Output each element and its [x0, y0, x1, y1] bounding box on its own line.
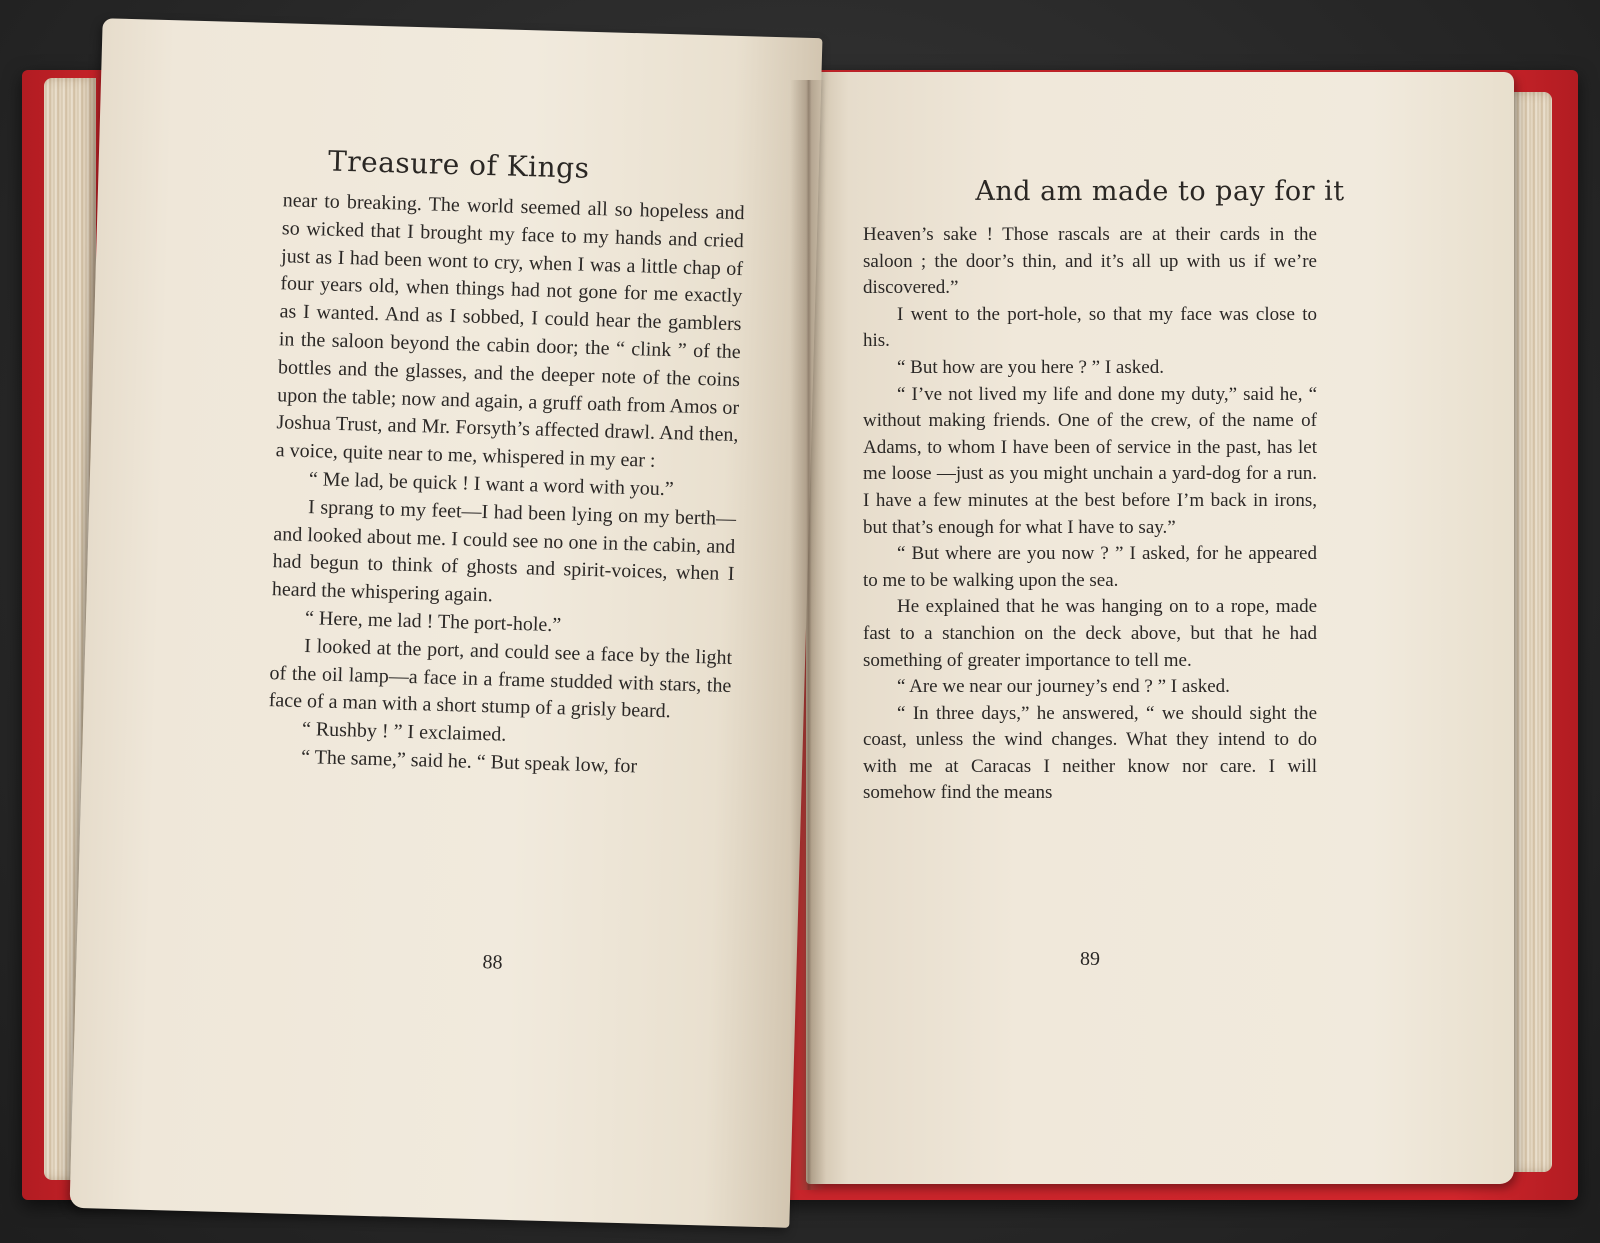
paragraph: Heaven’s sake ! Those rascals are at their cards in the saloon ; the door’s thin, and it’s all up with us if we’re discovered.” — [863, 224, 1317, 299]
paragraph: “ But where are you now ? ” I asked, for he appeared to me to be walking upon the sea. — [863, 543, 1317, 591]
paragraph: near to breaking. The world seemed all so hopeless and so wicked that I brought my face to my hands and cried just as I had been wont to cry, when I was a little chap of four years old, when things had not gone for me exactly as I wanted. And as I sobbed, I could hear the gamblers in the saloon beyond the cabin door; the “ clink ” of the bottles and the glasses, and the deeper note of the coins upon the table; now and again, a gruff oath from Amos or Joshua Trust, and Mr. Forsyth’s affected drawl. And then, a voice, quite near to me, whispered in my ear : — [275, 189, 745, 472]
paragraph: “ Are we near our journey’s end ? ” I asked. — [897, 676, 1230, 698]
paragraph: “ In three days,” he answered, “ we should sight the coast, unless the wind changes. What they intend to do with me at Caracas I neither know nor care. I will somehow find the means — [863, 702, 1317, 804]
right-running-head: And am made to pay for it — [975, 176, 1345, 207]
left-running-head: Treasure of Kings — [327, 144, 590, 185]
paragraph: “ Here, me lad ! The port-hole.” — [304, 607, 562, 637]
right-page-text — [863, 222, 1317, 807]
left-page-text — [267, 187, 745, 783]
book-gutter-shadow — [790, 80, 826, 1190]
paragraph: “ But how are you here ? ” I asked. — [897, 356, 1164, 378]
paragraph: I went to the port-hole, so that my face was close to his. — [863, 303, 1317, 352]
paragraph: “ Rushby ! ” I exclaimed. — [301, 718, 507, 746]
right-page-number: 89 — [1080, 948, 1100, 970]
left-page-number: 88 — [482, 951, 503, 974]
paragraph: “ The same,” said he. “ But speak low, for — [300, 745, 638, 778]
paragraph: “ I’ve not lived my life and done my duty,” said he, “ without making friends. One of the crew, of the name of Adams, to whom I have been of service in the past, has let me loose —just as you might unchain a yard-dog for a run. I have a few minutes at the best before I’m back in irons, but that’s enough for what I have to say.” — [863, 383, 1317, 538]
paragraph: He explained that he was hanging on to a rope, made fast to a stanchion on the deck above, but that he had something of greater importance to tell me. — [863, 596, 1317, 671]
right-page — [806, 72, 1514, 1184]
paragraph: “ Me lad, be quick ! I want a word with you.” — [308, 468, 675, 501]
left-page — [70, 18, 823, 1228]
paragraph: I sprang to my feet—I had been lying on my berth—and looked about me. I could see no one in the cabin, and had begun to think of ghosts and spirit-voices, when I heard the whispering again. — [271, 495, 737, 607]
paragraph: I looked at the port, and could see a face by the light of the oil lamp—a face in a frame studded with stars, the face of a man with a short stump of a grisly beard. — [268, 634, 733, 723]
